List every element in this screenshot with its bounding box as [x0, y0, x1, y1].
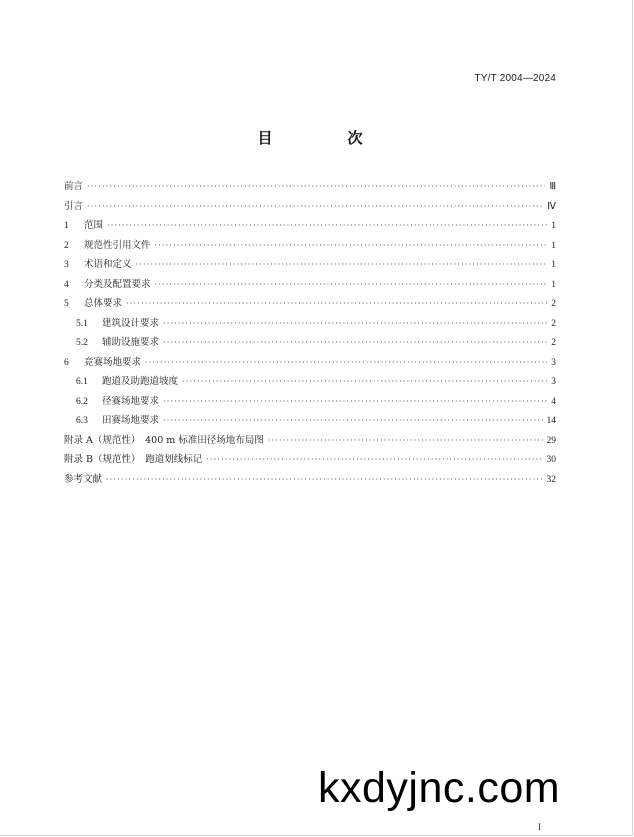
toc-entry[interactable]	[64, 451, 556, 471]
toc-entry-label: 总体要求	[84, 298, 123, 309]
toc-entry-page: 32	[546, 474, 556, 485]
toc-entry-page: Ⅳ	[547, 201, 556, 212]
toc-entry[interactable]	[64, 471, 556, 491]
toc-leader-dots	[126, 299, 547, 308]
toc-entry-page: 14	[546, 416, 556, 426]
toc-leader-dots	[136, 260, 548, 269]
toc-leader-dots	[87, 182, 545, 191]
toc-leader-dots	[163, 416, 542, 425]
toc-entry-number: 4	[64, 279, 69, 290]
toc-entry-label: 跑道及助跑道坡度	[102, 376, 179, 387]
toc-entry[interactable]	[64, 237, 556, 257]
toc-entry-label: 前言	[64, 181, 84, 192]
toc-entry-label: 附录 B（规范性） 跑道划线标记	[64, 454, 203, 465]
toc-entry-number: 6.1	[76, 377, 88, 387]
toc-leader-dots	[145, 358, 547, 367]
toc-entry-page: 2	[551, 318, 556, 329]
toc-entry[interactable]	[64, 276, 556, 296]
toc-leader-dots	[268, 436, 543, 445]
toc-entry[interactable]	[64, 393, 556, 413]
toc-leader-dots	[155, 280, 548, 289]
toc-entry[interactable]	[64, 315, 556, 335]
toc-entry-label: 参考文献	[64, 473, 103, 485]
toc-entry-label: 田赛场地要求	[102, 415, 160, 426]
toc-entry[interactable]	[64, 178, 556, 198]
page-number: I	[538, 822, 541, 832]
toc-entry-label: 范围	[84, 220, 104, 231]
toc-entry-number: 1	[64, 221, 69, 231]
toc-entry-number: 6.2	[76, 396, 88, 407]
toc-entry-page: 3	[551, 357, 556, 368]
toc-entry-page: 30	[546, 455, 556, 465]
toc-entry-number: 6	[64, 357, 69, 368]
toc-entry-page: 4	[551, 396, 556, 407]
toc-entry-number: 6.3	[76, 416, 88, 426]
toc-entry[interactable]	[64, 198, 556, 218]
table-of-contents	[64, 178, 556, 490]
toc-entry[interactable]	[64, 412, 556, 432]
toc-entry-page: 2	[551, 299, 556, 309]
toc-leader-dots	[206, 455, 542, 464]
document-code: TY/T 2004—2024	[474, 73, 556, 84]
toc-entry[interactable]	[64, 432, 556, 452]
toc-entry[interactable]	[64, 295, 556, 315]
toc-title: 目 次	[257, 129, 393, 147]
toc-entry-page: 1	[551, 279, 556, 290]
toc-leader-dots	[163, 319, 547, 328]
toc-leader-dots	[163, 397, 547, 406]
toc-entry[interactable]	[64, 354, 556, 374]
toc-entry-number: 3	[64, 260, 69, 270]
toc-entry-page: 2	[551, 338, 556, 348]
toc-entry-page: 3	[551, 377, 556, 387]
toc-entry[interactable]	[64, 334, 556, 354]
toc-entry-label: 径赛场地要求	[102, 395, 160, 407]
toc-entry-page: 1	[551, 221, 556, 231]
watermark-text: kxdyjnc.com	[318, 764, 561, 812]
toc-leader-dots	[106, 475, 542, 484]
toc-leader-dots	[182, 377, 547, 386]
toc-entry[interactable]	[64, 373, 556, 393]
toc-entry-number: 5.2	[76, 338, 88, 348]
toc-entry-page: Ⅲ	[549, 182, 556, 192]
toc-entry-page: 29	[546, 435, 556, 446]
toc-entry-label: 建筑设计要求	[102, 317, 160, 329]
toc-entry-label: 引言	[64, 200, 84, 212]
toc-entry[interactable]	[64, 256, 556, 276]
toc-leader-dots	[87, 202, 543, 211]
toc-entry-number: 2	[64, 240, 69, 251]
toc-entry-page: 1	[551, 240, 556, 251]
toc-leader-dots	[107, 221, 547, 230]
toc-leader-dots	[155, 241, 548, 250]
toc-entry-label: 分类及配置要求	[84, 278, 151, 290]
toc-entry-number: 5	[64, 299, 69, 309]
toc-entry-number: 5.1	[76, 318, 88, 329]
toc-entry-label: 术语和定义	[84, 259, 132, 270]
toc-entry-label: 辅助设施要求	[102, 337, 160, 348]
toc-entry-label: 附录 A（规范性） 400 m 标准田径场地布局图	[64, 434, 264, 446]
toc-leader-dots	[163, 338, 547, 347]
toc-entry[interactable]	[64, 217, 556, 237]
toc-entry-label: 竞赛场地要求	[84, 356, 142, 368]
toc-entry-label: 规范性引用文件	[84, 239, 151, 251]
toc-entry-page: 1	[551, 260, 556, 270]
